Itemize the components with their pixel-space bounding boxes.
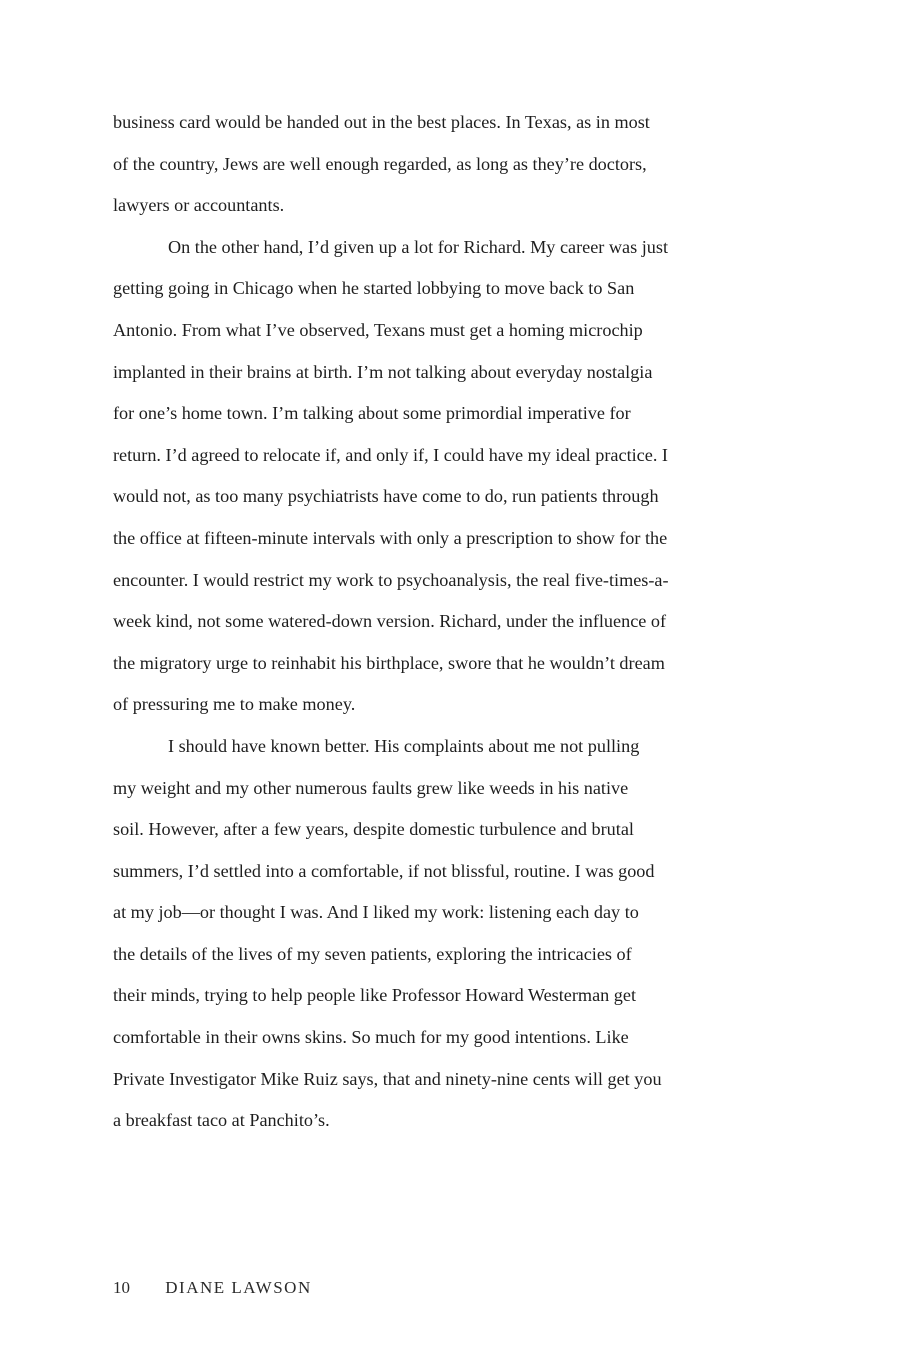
paragraph — [113, 730, 763, 1146]
body-text — [113, 106, 763, 1146]
text-line: for one’s home town. I’m talking about some primordial imperative for — [113, 403, 631, 424]
text-line: their minds, trying to help people like Professor Howard Westerman get — [113, 985, 636, 1006]
text-line: of the country, Jews are well enough regarded, as long as they’re doctors, — [113, 153, 647, 174]
text-line: business card would be handed out in the best places. In Texas, as in most — [113, 112, 650, 132]
paragraph — [113, 231, 763, 730]
text-line: return. I’d agreed to relocate if, and only if, I could have my ideal practice. I — [113, 444, 668, 465]
author-running-head: DIANE LAWSON — [165, 1278, 312, 1297]
text-line: summers, I’d settled into a comfortable, if not blissful, routine. I was good — [113, 860, 655, 881]
text-line: On the other hand, I’d given up a lot for Richard. My career was just — [168, 236, 669, 257]
text-line: the details of the lives of my seven patients, exploring the intricacies of — [113, 943, 632, 964]
page-number: 10 — [113, 1278, 130, 1297]
text-line: encounter. I would restrict my work to psychoanalysis, the real five-times-a- — [113, 569, 669, 590]
text-line: getting going in Chicago when he started lobbying to move back to San — [113, 278, 635, 299]
text-line: Antonio. From what I’ve observed, Texans must get a homing microchip — [113, 319, 643, 340]
text-line: I should have known better. His complaints about me not pulling — [168, 735, 640, 756]
text-line: the office at fifteen-minute intervals with only a prescription to show for the — [113, 527, 668, 548]
paragraph — [113, 106, 763, 231]
text-line: my weight and my other numerous faults grew like weeds in his native — [113, 777, 629, 798]
page-footer — [113, 1278, 312, 1298]
text-line: the migratory urge to reinhabit his birthplace, swore that he wouldn’t dream — [113, 652, 665, 673]
text-line: at my job—or thought I was. And I liked my work: listening each day to — [113, 902, 639, 923]
text-line: lawyers or accountants. — [113, 195, 285, 216]
text-line: week kind, not some watered-down version. Richard, under the influence of — [113, 611, 667, 632]
text-line: a breakfast taco at Panchito’s. — [113, 1110, 330, 1131]
text-line: comfortable in their owns skins. So much for my good intentions. Like — [113, 1027, 629, 1048]
text-line: would not, as too many psychiatrists have come to do, run patients through — [113, 486, 659, 507]
text-line: implanted in their brains at birth. I’m not talking about everyday nostalgia — [113, 361, 653, 382]
text-line: of pressuring me to make money. — [113, 694, 356, 715]
text-line: soil. However, after a few years, despite domestic turbulence and brutal — [113, 819, 634, 840]
text-line: Private Investigator Mike Ruiz says, that and ninety-nine cents will get you — [113, 1068, 662, 1089]
